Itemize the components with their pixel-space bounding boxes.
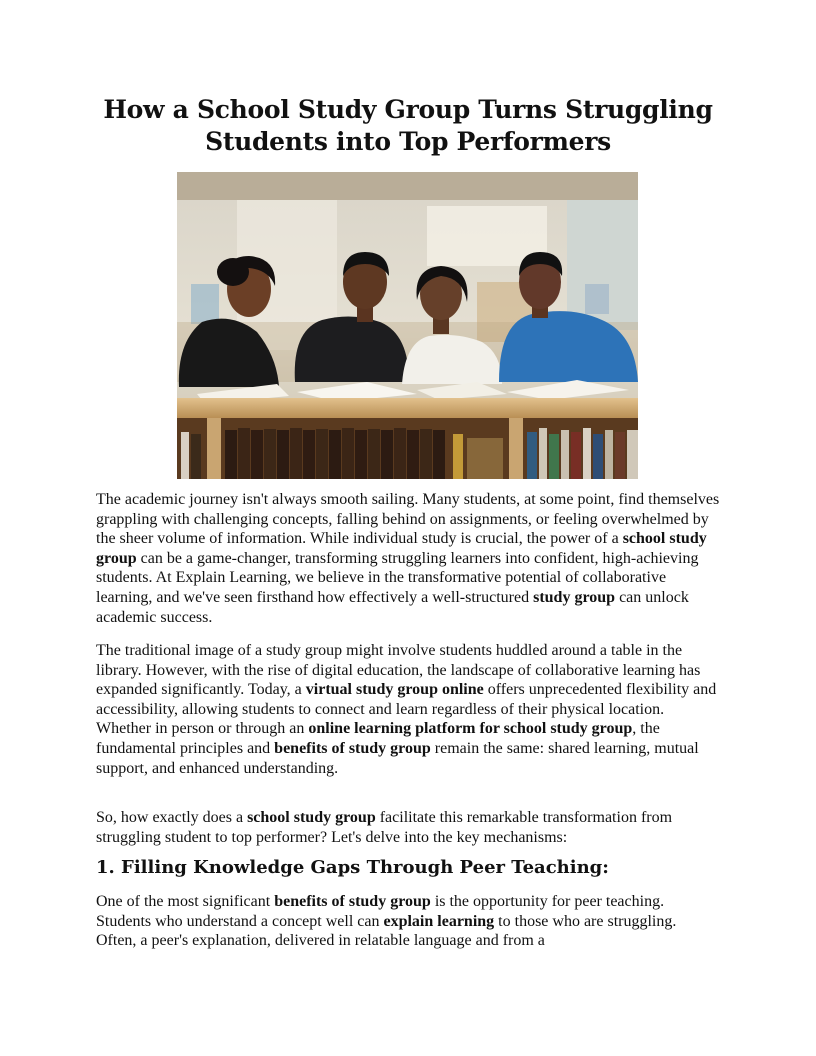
bold-term: school study group xyxy=(96,530,707,567)
text-run: can unlock academic success. xyxy=(96,588,689,626)
section-heading: 1. Filling Knowledge Gaps Through Peer Teaching: xyxy=(96,857,609,878)
text-run: is the opportunity for peer teaching. Students who understand a concept well can xyxy=(96,893,665,930)
text-run: One of the most significant xyxy=(96,893,275,910)
bold-term: school study group xyxy=(247,809,376,826)
bold-term: benefits of study group xyxy=(274,893,431,910)
text-run: The academic journey isn't always smooth sailing. Many students, at some point, find themselves grappling with challenging concepts, falling behind on assignments, or feeling overwhelmed by the sheer volume of information. While individual study is crucial, the power of a xyxy=(96,491,720,548)
hero-photo xyxy=(177,172,638,479)
text-run: remain the same: shared learning, mutual support, and enhanced understanding. xyxy=(96,739,699,777)
body-paragraph xyxy=(96,641,720,778)
text-run: facilitate this remarkable transformation from struggling student to top performer? Let's delve into the key mechanisms: xyxy=(96,809,673,846)
bold-term: online learning platform for school study group xyxy=(308,720,633,738)
page-title xyxy=(60,94,756,158)
bold-term: study group xyxy=(533,588,616,606)
text-run: can be a game-changer, transforming struggling learners into confident, high-achieving students. At Explain Learning, we believe in the transformative potential of collaborative learning, and we've seen firsthand how effectively a well-structured xyxy=(96,549,699,606)
photo-four-students-studying-in-library-icon xyxy=(177,172,638,479)
intro-paragraph xyxy=(96,490,720,627)
title-line-1: How a School Study Group Turns Struggling xyxy=(103,95,713,124)
text-run: , the fundamental principles and xyxy=(96,720,660,757)
text-run: offers unprecedented flexibility and accessibility, allowing students to connect and learn regardless of their physical location. Whether in person or through an xyxy=(96,681,717,738)
text-run: So, how exactly does a xyxy=(96,809,248,826)
title-line-2: Students into Top Performers xyxy=(205,127,611,156)
body-paragraph xyxy=(96,892,720,951)
bold-term: virtual study group online xyxy=(305,681,484,699)
bold-term: explain learning xyxy=(383,912,495,930)
bold-term: benefits of study group xyxy=(274,739,431,757)
body-paragraph xyxy=(96,808,720,847)
text-run: to those who are struggling. Often, a peer's explanation, delivered in relatable language and from a xyxy=(96,912,677,950)
text-run: The traditional image of a study group might involve students huddled around a table in the library. However, with the rise of digital education, the landscape of collaborative learning has expanded significantly. Today, a xyxy=(96,642,701,699)
